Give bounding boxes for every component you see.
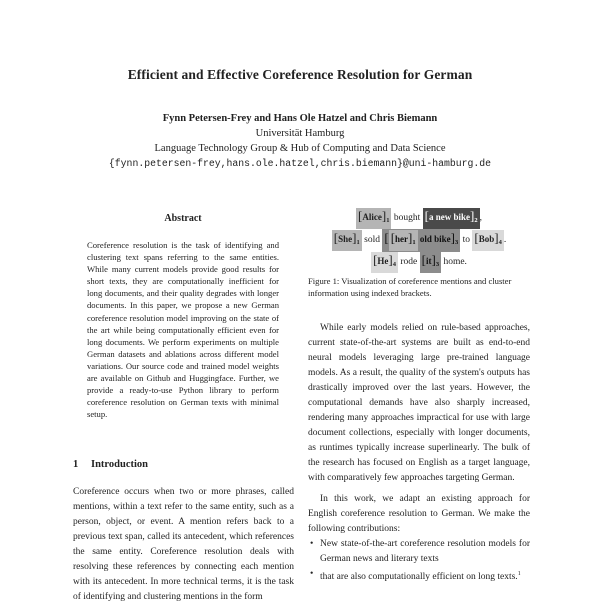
contribution-item: • New state-of-the-art coreference resolution models for German news and literary texts [320,537,530,567]
figure-caption: Figure 1: Visualization of coreference mentions and cluster information using indexed brackets. [308,276,512,299]
figure-punct: , [479,213,482,223]
right-column-text [308,321,530,585]
introduction-text [73,485,294,605]
figure-word: rode [400,257,418,267]
right-paragraph-2: In this work, we adapt an existing approach for English coreference resolution to German. We make the following contributions: [308,494,530,534]
paper-title: Efficient and Effective Coreference Resolution for German [127,67,473,82]
affiliation-university: Universität Hamburg [255,128,345,139]
abstract-paragraph: Coreference resolution is the task of identifying and clustering text spans referring to the same entities. While many current models provide good results for short texts, they are computationally inefficient for long documents, and their quality degrades with longer documents. In this paper, we propose a new German coreference resolution model improving on the state of the art while being computationally efficient even for long documents. We perform experiments on multiple German datasets and ablations across different model variations. Our source code and trained model weights are available on Github and Huggingface. Further, we provide a ready-to-use Python library to perform coreference resolution on German texts with minimal setup. [87,240,279,420]
footnote-marker[interactable]: 1 [517,571,521,577]
figure-word: sold [364,235,380,245]
right-paragraph-1: While early models relied on rule-based approaches, current state-of-the-art systems are built as end-to-end neural models leveraging large pre-trained language models. As a result, the quality of the system's outputs has drastically improved over the last years. However, the computational demands have also sharply increased, rendering many approaches impractical for use with large document collections, especially with longer documents, as runtimes typically increase superlinearly. The bulk of the research has focused on English as a target language, with comparatively few approaches targeting German. [308,323,530,483]
figure-line-2 [308,229,530,252]
figure-word: bought [393,213,421,223]
figure-line-1 [308,208,530,229]
mention-a-new-bike: [a new $bike]_2$ [423,208,480,229]
author-emails[interactable]: {fynn.petersen-frey,hans.ole.hatzel,chris.biemann}@uni-hamburg.de [108,158,492,169]
mention-her: $[her]_1$ [389,230,418,251]
introduction-paragraph: Coreference occurs when two or more phrases, called mentions, within a text refer to the same entity, such as a person, object, or event. A mention refers back to a previous text span, called its antecedent, which references the same entity. Coreference resolution deals with resolving these references by connecting each mention with its antecedent. In more technical terms, it is the task of identifying and clustering mentions in the form [73,487,294,602]
section-heading-introduction [73,459,148,470]
mention-alice: $[Alice]_1$ [356,208,391,229]
mention-he: $[He]_4$ [371,252,398,273]
author-names: Fynn Petersen-Frey and Hans Ole Hatzel and Chris Biemann [162,113,438,124]
affiliation-group: Language Technology Group & Hub of Computing and Data Science [154,143,446,154]
mention-bob: $[Bob]_4$ [472,230,503,251]
figure-punct: . [503,235,507,245]
contribution-item: • that are also computationally efficient on long texts.$^1$ [320,567,530,585]
section-title: Introduction [91,459,148,470]
figure-word: to [462,235,470,245]
contributions-list [308,537,530,585]
figure-line-3 [308,252,530,273]
abstract-text [87,239,279,420]
section-number: 1 [73,459,79,470]
abstract-heading: Abstract [164,213,202,224]
mention-her-old-bike: [ $[her]_1$ old $bike]_3$ [382,229,460,252]
figure-coreference [308,208,530,273]
figure-word: home. [443,257,467,267]
mention-she: $[She]_1$ [332,230,362,251]
author-block [0,111,600,171]
mention-it: $[it]_3$ [420,252,441,273]
